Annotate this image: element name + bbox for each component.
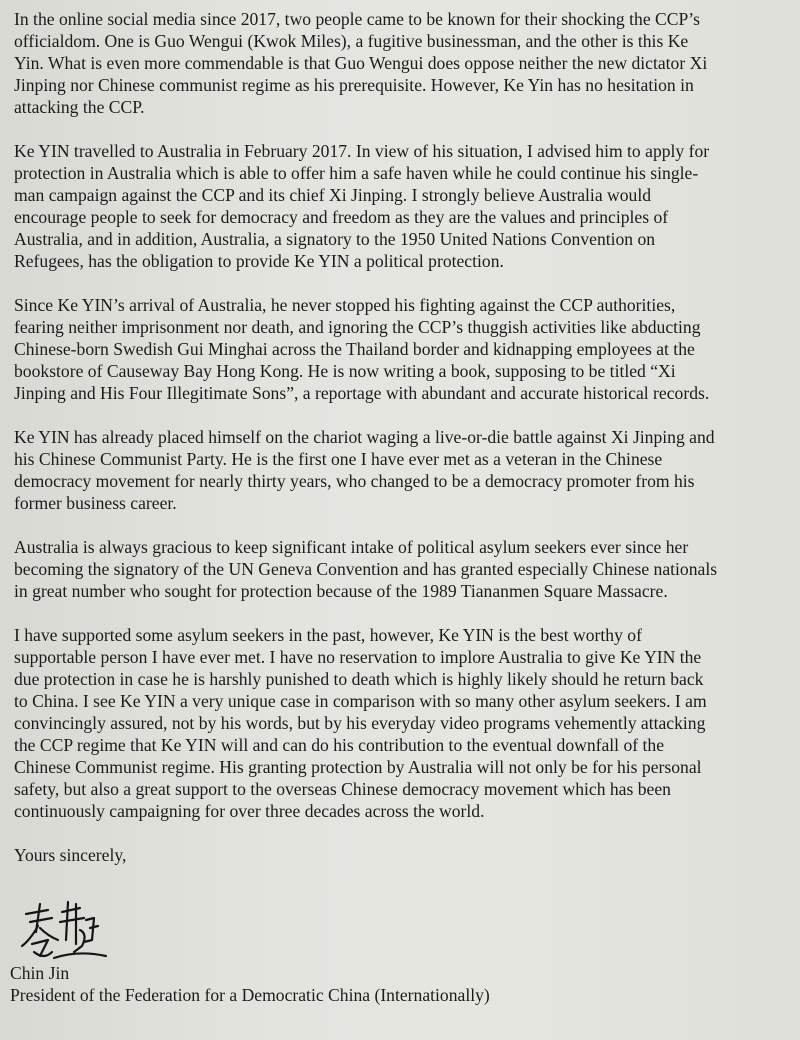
paragraph: [14, 294, 800, 404]
letter-line: I have supported some asylum seekers in the past, however, Ke YIN is the best worthy of: [14, 625, 642, 645]
paragraph: [14, 426, 800, 514]
signer-title: President of the Federation for a Democratic China (Internationally): [10, 985, 490, 1005]
letter-line: safety, but also a great support to the overseas Chinese democracy movement which has been: [14, 779, 671, 799]
letter-line: convincingly assured, not by his words, but by his everyday video programs vehemently attacking: [14, 713, 706, 733]
letter-line: Chinese-born Swedish Gui Minghai across the Thailand border and kidnapping employees at the: [14, 339, 695, 359]
paragraph: [14, 140, 800, 272]
letter-line: in great number who sought for protection because of the 1989 Tiananmen Square Massacre.: [14, 581, 668, 601]
signer-name: Chin Jin: [10, 963, 70, 983]
letter-line: due protection in case he is harshly punished to death which is highly likely should he return back: [14, 669, 704, 689]
letter-line: Ke YIN travelled to Australia in February 2017. In view of his situation, I advised him to apply for: [14, 141, 710, 161]
letter-line: Ke YIN has already placed himself on the chariot waging a live-or-die battle against Xi Jinping and: [14, 427, 715, 447]
letter-line: fearing neither imprisonment nor death, and ignoring the CCP’s thuggish activities like abducting: [14, 317, 701, 337]
letter-line: In the online social media since 2017, two people came to be known for their shocking the CCP’s: [14, 9, 701, 29]
paragraph: [14, 624, 800, 822]
handwritten-signature: [18, 900, 110, 968]
paragraph: [14, 536, 800, 602]
letter-line: Australia is always gracious to keep significant intake of political asylum seekers ever since her: [14, 537, 689, 557]
letter-line: protection in Australia which is able to offer him a safe haven while he could continue his single-: [14, 163, 699, 183]
paragraph: [14, 8, 800, 118]
letter-line: Refugees, has the obligation to provide Ke YIN a political protection.: [14, 251, 504, 271]
letter-line: Jinping nor Chinese communist regime as his prerequisite. However, Ke Yin has no hesitation in: [14, 75, 694, 95]
letter-line: his Chinese Communist Party. He is the first one I have ever met as a veteran in the Chinese: [14, 449, 663, 469]
letter-line: democracy movement for nearly thirty years, who changed to be a democracy promoter from his: [14, 471, 695, 491]
letter-line: the CCP regime that Ke YIN will and can do his contribution to the eventual downfall of the: [14, 735, 665, 755]
letter-line: supportable person I have ever met. I have no reservation to implore Australia to give Ke YIN the: [14, 647, 702, 667]
closing-salutation: Yours sincerely,: [14, 845, 127, 865]
letter-line: Yin. What is even more commendable is that Guo Wengui does oppose neither the new dictator Xi: [14, 53, 708, 73]
letter-line: bookstore of Causeway Bay Hong Kong. He is now writing a book, supposing to be titled “Xi: [14, 361, 676, 381]
letter-line: man campaign against the CCP and its chief Xi Jinping. I strongly believe Australia would: [14, 185, 652, 205]
letter-body: [14, 8, 800, 866]
letter-line: Chinese Communist regime. His granting protection by Australia will not only be for his personal: [14, 757, 702, 777]
letter-line: continuously campaigning for over three decades across the world.: [14, 801, 485, 821]
letter-line: to China. I see Ke YIN a very unique case in comparison with so many other asylum seekers. I am: [14, 691, 707, 711]
letter-line: Australia, and in addition, Australia, a signatory to the 1950 United Nations Convention on: [14, 229, 656, 249]
letter-line: officialdom. One is Guo Wengui (Kwok Miles), a fugitive businessman, and the other is this Ke: [14, 31, 689, 51]
letter-line: former business career.: [14, 493, 177, 513]
letter-line: encourage people to seek for democracy and freedom as they are the values and principles of: [14, 207, 669, 227]
letter-line: becoming the signatory of the UN Geneva Convention and has granted especially Chinese nationals: [14, 559, 718, 579]
letter-line: Jinping and His Four Illegitimate Sons”, a reportage with abundant and accurate historical records.: [14, 383, 710, 403]
letter-line: Since Ke YIN’s arrival of Australia, he never stopped his fighting against the CCP authorities,: [14, 295, 676, 315]
signer-block: [10, 962, 490, 1006]
letter-line: attacking the CCP.: [14, 97, 145, 117]
